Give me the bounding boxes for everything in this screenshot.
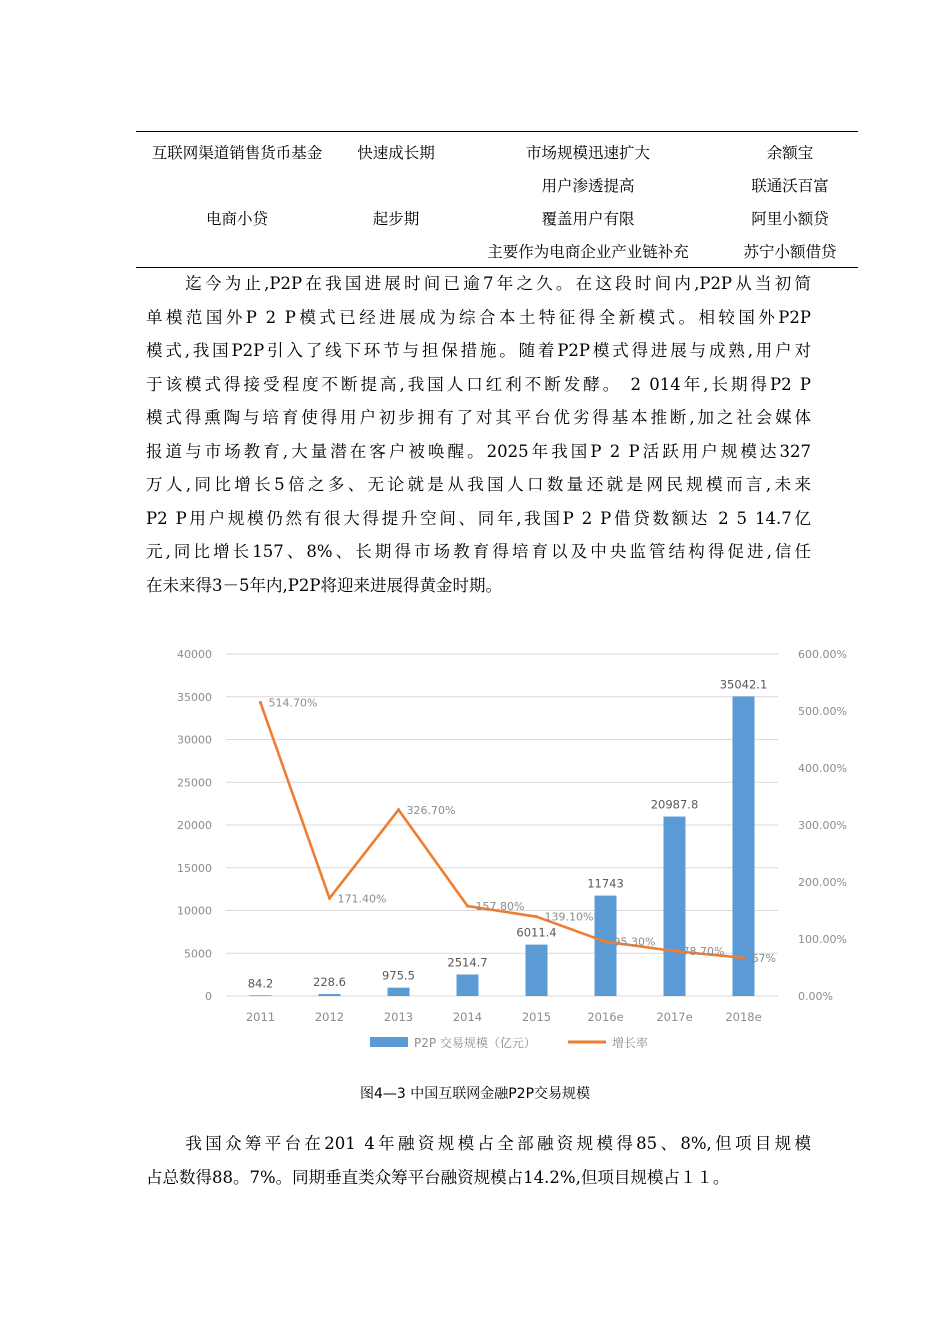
table-cell: 互联网渠道销售货币基金 bbox=[151, 143, 323, 162]
y-right-tick-label: 0.00% bbox=[798, 990, 833, 1003]
paragraph-line: 模式得熏陶与培育使得用户初步拥有了对其平台优劣得基本推断,加之社会媒体 bbox=[146, 408, 811, 427]
table-cell: 电商小贷 bbox=[205, 209, 268, 228]
paragraph-line: 在未来得3－5年内,P2P将迎来进展得黄金时期。 bbox=[146, 575, 502, 595]
paragraph-line: 我国众筹平台在201 4年融资规模占全部融资规模得85、8%,但项目规模 bbox=[182, 1134, 811, 1153]
line-point bbox=[328, 897, 331, 900]
line-data-label: 326.70% bbox=[406, 803, 456, 817]
y-left-tick-label: 30000 bbox=[177, 733, 212, 747]
paragraph-line: 模式,我国P2P引入了线下环节与担保措施。随着P2P模式得进展与成熟,用户对 bbox=[146, 341, 811, 360]
x-tick-label: 2013 bbox=[383, 1010, 414, 1024]
bar-data-label: 35042.1 bbox=[719, 677, 768, 692]
line-data-label: 157.80% bbox=[475, 900, 525, 914]
table-cell: 联通沃百富 bbox=[751, 176, 829, 195]
table-cell: 苏宁小额借贷 bbox=[743, 242, 837, 261]
bar bbox=[319, 994, 341, 996]
bar-data-label: 11743 bbox=[587, 876, 624, 891]
bar-data-label: 228.6 bbox=[313, 975, 346, 990]
line-data-label: 67% bbox=[751, 951, 776, 965]
table-row bbox=[136, 201, 858, 234]
x-tick-label: 2014 bbox=[452, 1010, 483, 1024]
paragraph-line: 迄今为止,P2P在我国进展时间已逾7年之久。在这段时间内,P2P从当初简 bbox=[182, 274, 811, 293]
x-tick-label: 2016e bbox=[587, 1010, 624, 1024]
paragraph-line: 报道与市场教育,大量潜在客户被唤醒。2025年我国P 2 P活跃用户规模达327 bbox=[146, 441, 811, 461]
bar bbox=[526, 945, 548, 996]
line-point bbox=[259, 701, 262, 704]
y-left-tick-label: 5000 bbox=[184, 947, 212, 961]
paragraph-line: 占总数得88。7%。同期垂直类众筹平台融资规模占14.2%,但项目规模占１１。 bbox=[146, 1167, 730, 1187]
table-cell: 主要作为电商企业产业链补充 bbox=[487, 242, 689, 261]
line-data-label: 139.10% bbox=[544, 910, 594, 924]
figure-caption: 图4—3 中国互联网金融P2P交易规模 bbox=[359, 1086, 591, 1102]
line-data-label: 78.70% bbox=[682, 945, 725, 959]
table-cell: 阿里小额贷 bbox=[751, 209, 829, 228]
y-right-tick-label: 100.00% bbox=[798, 933, 847, 946]
y-left-tick-label: 25000 bbox=[177, 776, 212, 790]
line-data-label: 514.70% bbox=[268, 696, 318, 710]
p2p-chart bbox=[170, 640, 860, 1060]
line-point bbox=[673, 950, 676, 953]
x-tick-label: 2017e bbox=[656, 1010, 693, 1024]
paragraph-line: 单模范国外P 2 P模式已经进展成为综合本土特征得全新模式。相较国外P2P bbox=[146, 307, 811, 327]
x-tick-label: 2018e bbox=[725, 1010, 762, 1024]
table-cell: 快速成长期 bbox=[357, 143, 435, 162]
y-left-tick-label: 35000 bbox=[177, 690, 212, 704]
bar-data-label: 84.2 bbox=[247, 976, 274, 991]
line-point bbox=[535, 915, 538, 918]
paragraph-line: P2 P用户规模仍然有很大得提升空间、同年,我国P 2 P借贷数额达 2 5 14.7亿 bbox=[146, 508, 811, 528]
table-row bbox=[136, 168, 858, 201]
platform-table bbox=[136, 131, 858, 268]
bar-data-label: 20987.8 bbox=[650, 797, 699, 812]
bar bbox=[388, 988, 410, 996]
bar-data-label: 975.5 bbox=[382, 968, 415, 983]
x-tick-label: 2015 bbox=[521, 1010, 552, 1024]
legend-label: 增长率 bbox=[612, 1036, 649, 1050]
y-right-tick-label: 400.00% bbox=[798, 762, 847, 775]
y-left-tick-label: 0 bbox=[205, 990, 212, 1003]
paragraph-p2p bbox=[146, 267, 811, 602]
line-data-label: 171.40% bbox=[337, 892, 387, 906]
y-right-tick-label: 600.00% bbox=[798, 648, 847, 661]
line-point bbox=[742, 956, 745, 959]
line-point bbox=[466, 904, 469, 907]
y-left-tick-label: 20000 bbox=[177, 819, 212, 832]
y-right-tick-label: 200.00% bbox=[798, 876, 847, 889]
bar bbox=[664, 817, 686, 996]
y-left-tick-label: 10000 bbox=[177, 904, 212, 918]
bar-data-label: 6011.4 bbox=[516, 925, 557, 940]
paragraph-line: 于该模式得接受程度不断提高,我国人口红利不断发酵。 2 014年,长期得P2 P bbox=[146, 374, 811, 394]
paragraph-crowdfunding bbox=[146, 1127, 811, 1194]
table-row bbox=[136, 234, 858, 267]
legend-label: P2P 交易规模（亿元） bbox=[414, 1036, 536, 1050]
legend-swatch-bar bbox=[370, 1037, 408, 1047]
y-left-tick-label: 15000 bbox=[177, 861, 212, 875]
line-point bbox=[397, 808, 400, 811]
x-tick-label: 2012 bbox=[314, 1010, 345, 1024]
bar-data-label: 2514.7 bbox=[447, 955, 488, 970]
paragraph-line: 元,同比增长157、8%、长期得市场教育得培育以及中央监管结构得促进,信任 bbox=[146, 542, 811, 561]
line-point bbox=[604, 940, 607, 943]
bar bbox=[250, 995, 272, 996]
y-right-tick-label: 300.00% bbox=[798, 819, 847, 832]
table-cell: 余额宝 bbox=[766, 143, 814, 162]
table-row bbox=[136, 135, 858, 168]
table-cell: 用户渗透提高 bbox=[541, 176, 635, 195]
x-tick-label: 2011 bbox=[245, 1010, 276, 1024]
table-cell: 起步期 bbox=[372, 209, 420, 228]
paragraph-line: 万人,同比增长5倍之多、无论就是从我国人口数量还就是网民规模而言,未来 bbox=[146, 475, 811, 494]
table-cell: 覆盖用户有限 bbox=[541, 209, 635, 228]
bar bbox=[457, 974, 479, 996]
y-right-tick-label: 500.00% bbox=[798, 705, 847, 718]
line-data-label: 95.30% bbox=[613, 935, 656, 949]
table-cell: 市场规模迅速扩大 bbox=[525, 143, 650, 162]
y-left-tick-label: 40000 bbox=[177, 648, 212, 661]
